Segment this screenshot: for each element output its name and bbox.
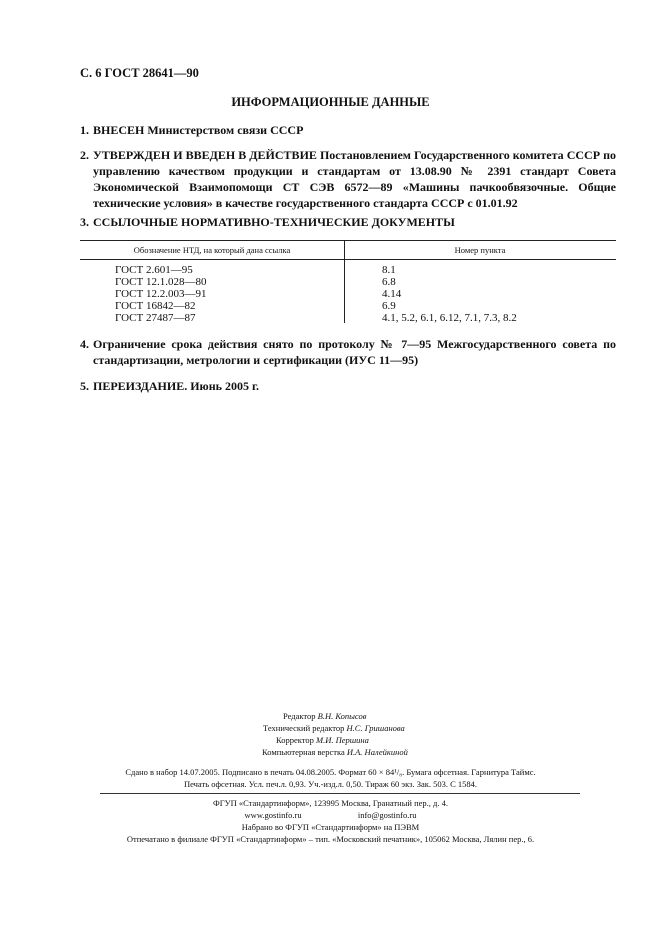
credit-role: Технический редактор — [263, 723, 345, 733]
credit-name: М.И. Першина — [316, 735, 369, 745]
credit-tech-editor — [263, 722, 405, 734]
table-column-clauses — [382, 264, 517, 324]
table-cell-document: ГОСТ 12.1.028—80 — [115, 276, 207, 288]
item-number: 2. — [80, 148, 89, 162]
table-cell-clause: 8.1 — [382, 264, 396, 276]
item-text: ССЫЛОЧНЫЕ НОРМАТИВНО-ТЕХНИЧЕСКИЕ ДОКУМЕНТЫ — [93, 215, 455, 229]
credit-layout — [262, 746, 408, 758]
footer-email[interactable]: info@gostinfo.ru — [357, 810, 417, 820]
item-text: ВНЕСЕН Министерством связи СССР — [93, 123, 304, 137]
footer-contacts — [0, 809, 661, 821]
table-column-divider — [344, 240, 345, 323]
table-header-rule — [80, 259, 616, 260]
item-text: ПЕРЕИЗДАНИЕ. Июнь 2005 г. — [93, 379, 260, 393]
footer-typeset: Набрано во ФГУП «Стандартинформ» на ПЭВМ — [241, 822, 420, 832]
info-item-2 — [80, 147, 616, 211]
table-top-rule — [80, 240, 616, 241]
item-number: 1. — [80, 123, 89, 137]
footer-printed: Отпечатано в филиале ФГУП «Стандартинформ» – тип. «Московский печатник», 105062 Москва, Лялин пер., 6. — [126, 834, 535, 844]
section-title: ИНФОРМАЦИОННЫЕ ДАННЫЕ — [231, 95, 430, 109]
info-item-3 — [80, 214, 616, 230]
item-text: УТВЕРЖДЕН И ВВЕДЕН В ДЕЙСТВИЕ Постановлением Государственного комитета СССР по управлению качеством продукции и стандартам от 13.08.90 № 2391 стандарт Совета Экономической Взаимопомощи СТ СЭВ 6572—89 «Машины пачкообвязочные. Общие технические условия» в качестве государственного стандарта СССР с 01.01.92 — [93, 148, 616, 210]
publication-line-2: Печать офсетная. Усл. печ.л. 0,93. Уч.-изд.л. 0,50. Тираж 60 экз. Зак. 503. С 1584. — [183, 779, 478, 789]
credit-editor — [283, 710, 366, 722]
table-cell-clause: 4.14 — [382, 288, 402, 300]
info-item-5 — [80, 378, 616, 394]
credit-role: Редактор — [283, 711, 316, 721]
footer-rule — [100, 793, 580, 794]
footer-website[interactable]: www.gostinfo.ru — [244, 810, 302, 820]
item-number: 3. — [80, 215, 89, 229]
table-column-documents — [115, 264, 206, 324]
credit-proofreader — [276, 734, 369, 746]
page-header: С. 6 ГОСТ 28641—90 — [80, 66, 199, 80]
item-number: 5. — [80, 379, 89, 393]
item-text: Ограничение срока действия снято по протоколу № 7—95 Межгосударственного совета по стандартизации, метрологии и сертификации (ИУС 11—95) — [93, 337, 616, 367]
table-cell-clause: 6.9 — [382, 300, 396, 312]
table-header-document: Обозначение НТД, на который дана ссылка — [133, 245, 291, 255]
table-cell-clause: 6.8 — [382, 276, 396, 288]
table-cell-document: ГОСТ 12.2.003—91 — [115, 288, 207, 300]
table-cell-clause: 4.1, 5.2, 6.1, 6.12, 7.1, 7.3, 8.2 — [382, 312, 517, 324]
item-number: 4. — [80, 337, 89, 351]
credit-role: Компьютерная верстка — [262, 747, 345, 757]
credit-name: Н.С. Гришанова — [346, 723, 405, 733]
credit-name: В.Н. Копысов — [317, 711, 367, 721]
table-cell-document: ГОСТ 16842—82 — [115, 300, 196, 312]
publication-line-1: Сдано в набор 14.07.2005. Подписано в печать 04.08.2005. Формат 60 × 84¹/₈. Бумага офсетная. Гарнитура Таймс. — [125, 767, 536, 777]
table-cell-document: ГОСТ 27487—87 — [115, 312, 196, 324]
credit-name: И.А. Налейкиной — [346, 747, 408, 757]
info-item-4 — [80, 336, 616, 368]
table-header-clause: Номер пункта — [454, 245, 506, 255]
table-cell-document: ГОСТ 2.601—95 — [115, 264, 193, 276]
footer-publisher: ФГУП «Стандартинформ», 123995 Москва, Гранатный пер., д. 4. — [213, 798, 448, 808]
credit-role: Корректор — [276, 735, 314, 745]
info-item-1 — [80, 122, 616, 138]
